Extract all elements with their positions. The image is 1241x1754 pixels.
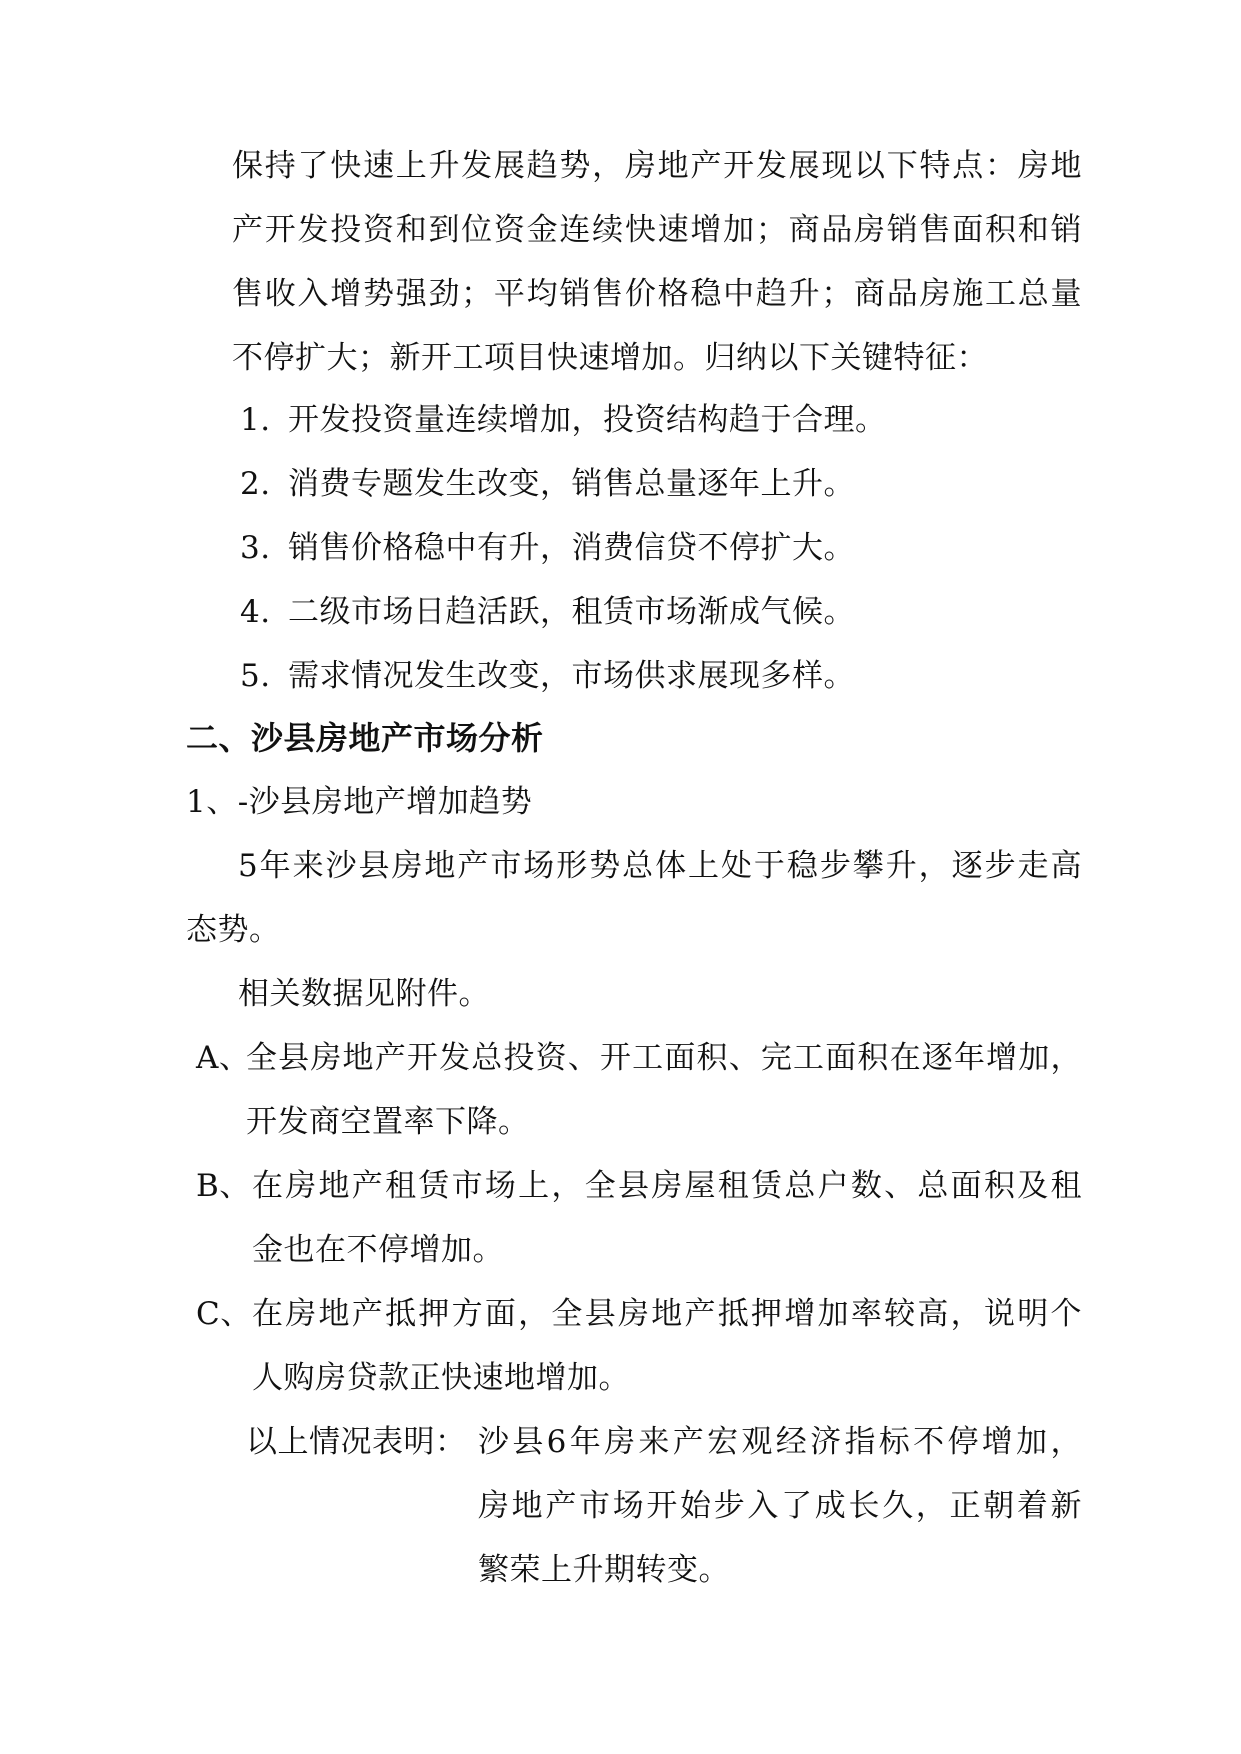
feature-text: 需求情况发生改变，市场供求展现多样。 xyxy=(288,658,855,694)
list-item-text: 在房地产抵押方面，全县房地产抵押增加率较高，说明个 xyxy=(252,1296,1082,1332)
intro-line-4: 不停扩大；新开工项目快速增加。归纳以下关键特征： xyxy=(232,340,988,376)
feature-item xyxy=(240,464,855,504)
feature-text: 开发投资量连续增加，投资结构趋于合理。 xyxy=(288,402,887,438)
feature-text: 二级市场日趋活跃，租赁市场渐成气候。 xyxy=(288,594,855,630)
subsection-heading: 1、-沙县房地产增加趋势 xyxy=(186,784,533,820)
intro-line-3: 售收入增势强劲；平均销售价格稳中趋升；商品房施工总量 xyxy=(232,276,1082,312)
feature-number: 5. xyxy=(240,658,271,694)
list-item-label: A、 xyxy=(196,1040,251,1076)
feature-text: 销售价格稳中有升，消费信贷不停扩大。 xyxy=(288,530,855,566)
list-item-text: 金也在不停增加。 xyxy=(252,1232,504,1268)
list-item-label: C、 xyxy=(196,1296,252,1332)
list-item-text: 在房地产租赁市场上，全县房屋租赁总户数、总面积及租 xyxy=(252,1168,1082,1204)
feature-item xyxy=(240,656,855,696)
paragraph-line: 相关数据见附件。 xyxy=(238,976,490,1012)
list-item-text: 开发商空置率下降。 xyxy=(246,1104,530,1140)
intro-line-1: 保持了快速上升发展趋势，房地产开发展现以下特点：房地 xyxy=(232,148,1082,184)
list-item-text: 人购房贷款正快速地增加。 xyxy=(252,1360,630,1396)
feature-number: 3. xyxy=(240,530,271,566)
section-heading: 二、沙县房地产市场分析 xyxy=(186,719,544,757)
paragraph-line: 5年来沙县房地产市场形势总体上处于稳步攀升，逐步走高 xyxy=(238,848,1082,884)
feature-number: 2. xyxy=(240,466,271,502)
list-item-text: 全县房地产开发总投资、开工面积、完工面积在逐年增加， xyxy=(246,1040,1082,1076)
feature-item xyxy=(240,528,855,568)
conclusion-line: 沙县6年房来产宏观经济指标不停增加， xyxy=(478,1424,1082,1460)
feature-item xyxy=(240,400,887,440)
feature-text: 消费专题发生改变，销售总量逐年上升。 xyxy=(288,466,855,502)
conclusion-line: 繁荣上升期转变。 xyxy=(478,1552,730,1588)
list-item-label: B、 xyxy=(196,1168,251,1204)
paragraph-line: 态势。 xyxy=(186,912,281,948)
conclusion-label: 以上情况表明： xyxy=(246,1424,467,1460)
intro-line-2: 产开发投资和到位资金连续快速增加；商品房销售面积和销 xyxy=(232,212,1082,248)
feature-item xyxy=(240,592,855,632)
feature-number: 1. xyxy=(240,402,271,438)
feature-number: 4. xyxy=(240,594,271,630)
conclusion-line: 房地产市场开始步入了成长久，正朝着新 xyxy=(478,1488,1082,1524)
